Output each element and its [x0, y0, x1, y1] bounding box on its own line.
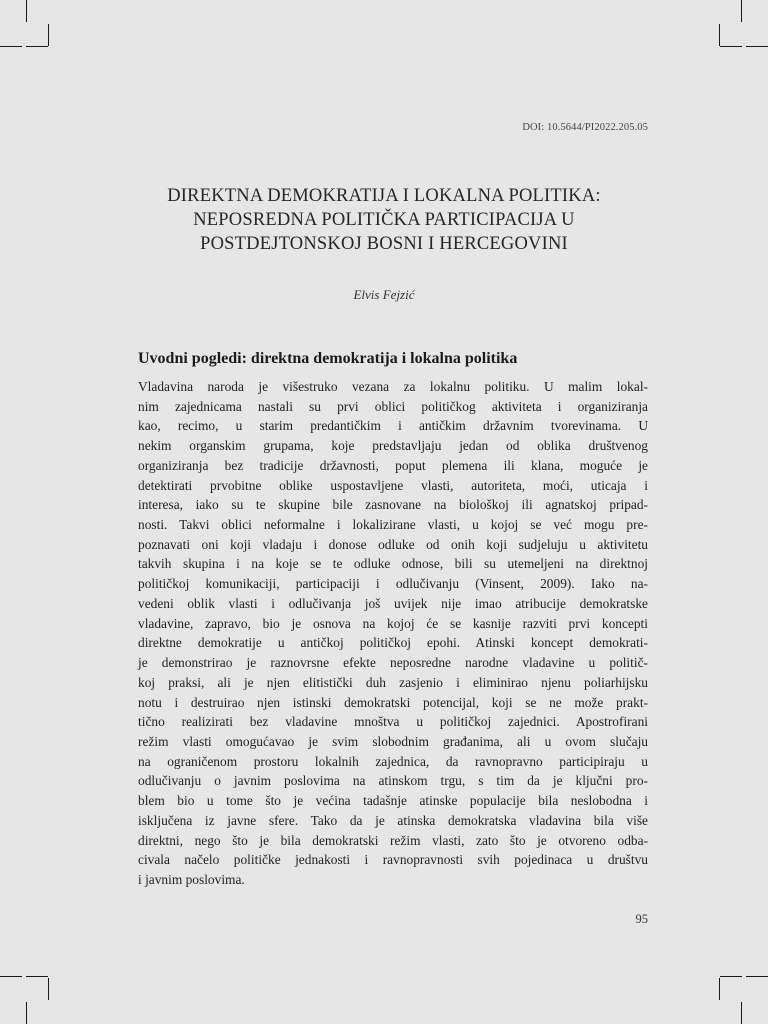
- body-line: političkoj komunikaciji, participaciji i odlučivanju (Vinsent, 2009). Iako na-: [138, 576, 648, 592]
- body-line: Vladavina naroda je višestruko vezana za lokalnu politiku. U malim lokal-: [138, 379, 648, 394]
- body-line: nekim organskim grupama, koje predstavljaju jedan od oblika društvenog: [138, 438, 648, 454]
- body-line: na ograničenom prostoru lokalnih zajednica, da ravnopravno participiraju u: [138, 753, 648, 769]
- crop-mark-bottom-right-horizontal: [746, 976, 768, 977]
- body-text: [138, 377, 648, 890]
- body-line: i javnim poslovima.: [138, 871, 245, 887]
- author-name: Elvis Fejzić: [353, 287, 415, 302]
- crop-mark-bottom-right-horizontal-2: [720, 976, 742, 977]
- body-line: vedeni oblik vlasti i odlučivanja još uvijek nije imao atribucije demokratske: [138, 595, 648, 611]
- crop-mark-bottom-left-horizontal: [0, 976, 22, 977]
- body-line: interesa, iako su te skupine bile zasnovane na biološkoj ili agnatskoj pripad-: [138, 497, 648, 513]
- title-line: NEPOSREDNA POLITIČKA PARTICIPACIJA U: [193, 210, 575, 230]
- crop-mark-bottom-left-horizontal-2: [26, 976, 48, 977]
- crop-mark-bottom-left-vertical-2: [48, 978, 49, 1000]
- crop-mark-bottom-right-vertical-2: [719, 978, 720, 1000]
- body-line: kao, recimo, u starim predantičkim i antičkim državnim tvorevinama. U: [138, 418, 648, 434]
- body-line: direktne demokratije u antičkoj političkoj epohi. Atinski koncept demokrati-: [138, 635, 648, 651]
- body-line: tično realizirati bez vladavine mnoštva u političkoj zajednici. Apostrofirani: [138, 714, 648, 730]
- body-line: vladavine, zapravo, bio je osnova na kojoj će se kasnije razviti prvi koncepti: [138, 615, 648, 631]
- title-line: DIREKTNA DEMOKRATIJA I LOKALNA POLITIKA:: [167, 186, 601, 206]
- body-line: detektirati prvobitne oblike uspostavljene vlasti, autoriteta, moći, uticaja i: [138, 477, 648, 493]
- crop-mark-top-left-horizontal-2: [26, 46, 48, 47]
- crop-mark-top-left-horizontal: [0, 46, 22, 47]
- body-line: civala načelo političke jednakosti i ravnopravnosti svih pojedinaca u društvu: [138, 852, 648, 868]
- crop-mark-top-right-horizontal-2: [720, 46, 742, 47]
- body-line: direktni, nego što je bila demokratski režim vlasti, zato što je otvoreno odba-: [138, 832, 648, 848]
- body-line: notu i destruirao njen istinski demokratski potencijal, koji se ne može prakt-: [138, 694, 648, 710]
- body-line: odlučivanju o javnim poslovima na atinskom trgu, s tim da je ključni pro-: [138, 773, 648, 789]
- doi-label: DOI: 10.5644/PI2022.205.05: [522, 122, 648, 133]
- crop-mark-top-right-horizontal: [746, 46, 768, 47]
- body-line: blem bio u tome što je većina tadašnje atinske populacije bila neslobodna i: [138, 793, 648, 809]
- crop-mark-top-left-vertical: [26, 0, 27, 22]
- section-heading: Uvodni pogledi: direktna demokratija i lokalna politika: [138, 350, 518, 367]
- crop-mark-bottom-right-vertical: [741, 1002, 742, 1024]
- body-line: takvih skupina i na koje se te odluke odnose, bili su utemeljeni na direktnoj: [138, 556, 648, 572]
- crop-mark-top-right-vertical-2: [719, 24, 720, 46]
- title-line: POSTDEJTONSKOJ BOSNI I HERCEGOVINI: [200, 234, 568, 254]
- article-title: [120, 184, 648, 256]
- body-line: organiziranja bez tradicije državnosti, poput plemena ili klana, moguće je: [138, 457, 648, 473]
- body-line: nosti. Takvi oblici neformalne i lokalizirane vlasti, u kojoj se već mogu pre-: [138, 517, 648, 533]
- crop-mark-top-right-vertical: [741, 0, 742, 22]
- page-number: 95: [635, 912, 648, 926]
- body-line: režim vlasti omogućavao je svim slobodnim građanima, ali u ovom slučaju: [138, 733, 648, 749]
- crop-mark-top-left-vertical-2: [48, 24, 49, 46]
- crop-mark-bottom-left-vertical: [26, 1002, 27, 1024]
- body-line: nim zajednicama nastali su prvi oblici političkog aktiviteta i organiziranja: [138, 398, 648, 414]
- body-line: je demonstrirao je raznovrsne efekte neposredne narodne vladavine u politič-: [138, 655, 648, 671]
- body-line: isključena iz javne sfere. Tako da je atinska demokratska vladavina bila više: [138, 812, 648, 828]
- body-line: poznavati oni koji vladaju i donose odluke od onih koji sudjeluju u aktivitetu: [138, 536, 648, 552]
- body-line: koj praksi, ali je njen elitistički duh zasjenio i eliminirao njenu poliarhijsku: [138, 674, 648, 690]
